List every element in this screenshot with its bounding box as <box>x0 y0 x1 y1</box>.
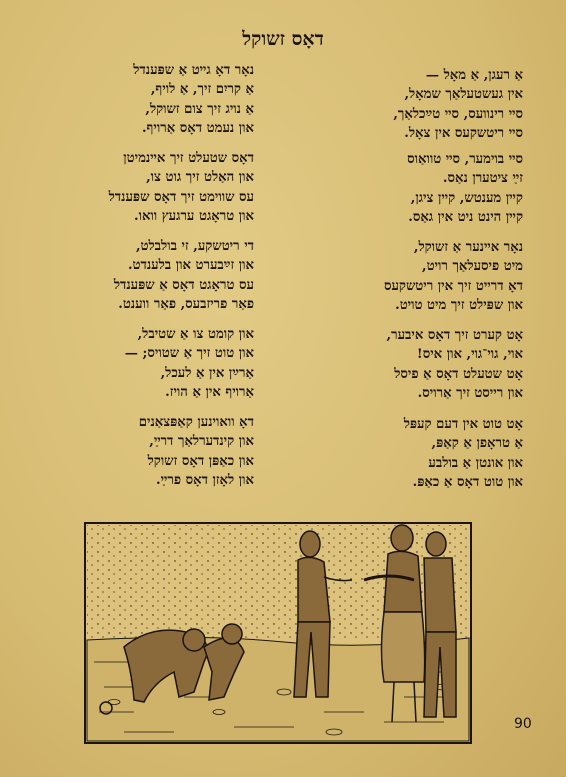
poem-line: און טוט דאָס אַ כאַפּ. <box>412 474 523 490</box>
poem-line: אַ נויג זיך צום זשוקל, <box>145 101 254 117</box>
right-stanza-1 <box>393 66 523 143</box>
poem-line: סײ רינוועס, סײ טײַכלאַך, <box>393 106 523 122</box>
poem-line: און קינדערלאַך דרײַ, <box>149 434 254 450</box>
right-stanza-4 <box>387 326 524 403</box>
right-stanza-3 <box>384 238 523 315</box>
right-stanza-2 <box>407 150 523 227</box>
poem-line: אַ קריִם זיך, אַ לויף, <box>150 82 254 98</box>
poem-line: און רייסט זיך אַרויס. <box>417 385 523 401</box>
poem-line: סײ בוימער, סײ טוואַוס <box>407 152 523 167</box>
poem-line: עס טראָגט דאָס אַ שפּענדל <box>113 277 254 293</box>
poem-line: די ריטשקע, זי בולבלט, <box>135 239 254 254</box>
poem-line: און נעמט דאָס אַרויף. <box>141 120 254 136</box>
left-stanza-5 <box>139 413 254 490</box>
poem-line: און האַלט זיך גוט צו, <box>146 170 254 186</box>
poem-line: נאָר דאָ גײט אַ שפּענדל <box>133 63 254 78</box>
left-stanza-2 <box>109 149 254 226</box>
poem-line: דאָ וואוינען קאַפּצאַנים <box>138 415 254 430</box>
poem-line: אין געשטעלאַך שמאָל, <box>404 87 523 103</box>
poem-line: און אונטן אַ בולבע <box>428 455 523 471</box>
poem-line: און כאַפּן דאָס זשוקל <box>147 453 254 469</box>
left-stanza-4 <box>125 325 254 402</box>
poem-line: דאָ דרייט זיך אין ריטשקעס <box>383 278 523 294</box>
poem-line: קײן הינט ניט אין גאַס. <box>408 209 523 225</box>
poem-line: און טראָגט ערגעץ וואו. <box>133 208 254 224</box>
poem-line: און לאָזן דאָס פרײַ. <box>156 472 254 488</box>
poem-line: קײן מענטש, קײן ציגן, <box>410 190 523 206</box>
poem-line: עס שווימט זיך דאָס שפּענדל <box>108 189 254 205</box>
poem-line: אָט שטעלט דאָס אַ פיסל <box>394 366 523 382</box>
right-stanza-5 <box>404 415 523 492</box>
woodcut-illustration <box>84 522 472 744</box>
left-stanza-3 <box>114 237 254 314</box>
poem-line: און שפּילט זיך מיט טויט. <box>395 297 523 313</box>
poem-line: אָט טוט אין דעם קעפּל <box>403 417 523 432</box>
poem-line: מיט פיסעלאַך רויט, <box>422 259 523 275</box>
poem-line: אָט קערט זיך דאָס איבער, <box>386 328 523 343</box>
poem-line: סײ ריטשקעס אין צאָל. <box>404 125 523 141</box>
poem-line: אוי, גוי־גוי, און איס! <box>416 347 523 363</box>
left-stanza-1 <box>133 61 254 138</box>
poem-line: און טוט זיך אַ שטויס; — <box>124 346 254 362</box>
poem-line: נאָר אײנער אַ זשוקל, <box>413 240 523 255</box>
poem-line: אַרויף אין אַ הויז. <box>165 384 254 400</box>
poem-line: אַ טראָפן אַ קאַפּ, <box>431 436 523 452</box>
poem-line: אַ רעגן, אַ מאָל — <box>425 68 523 83</box>
page-number: 90 <box>514 716 532 732</box>
poem-line: און זײַבערט און בלענדט. <box>127 258 254 274</box>
poem-line: און קומט צו אַ שטיבל, <box>137 327 254 342</box>
poem-line: פאַר פריזבעס, פאַר ווענט. <box>118 296 254 312</box>
poem-line: דאָס שטעלט זיך אײנמיטן <box>123 151 254 166</box>
poem-line: זײַ ציטערן נאַס. <box>442 171 523 187</box>
poem-line: אַרײַן אין אַ לעכל, <box>160 365 254 381</box>
poem-title: דאָס זשוקל <box>242 28 324 50</box>
